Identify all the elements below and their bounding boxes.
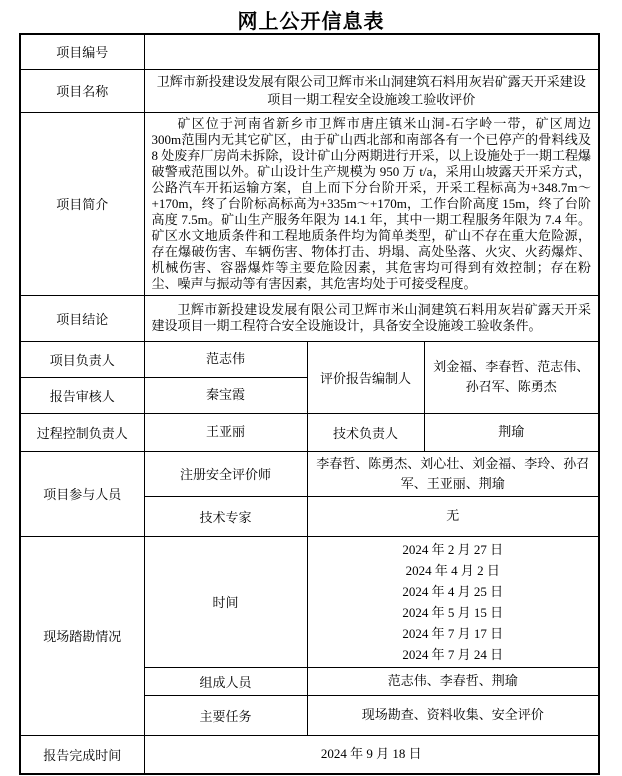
label-survey-tasks: 主要任务 (144, 695, 307, 735)
public-info-table (19, 33, 600, 775)
label-technical-experts: 技术专家 (144, 496, 307, 536)
survey-date: 2024 年 4 月 2 日 (405, 562, 500, 578)
label-report-completion: 报告完成时间 (20, 735, 144, 774)
label-project-leader: 项目负责人 (20, 341, 144, 377)
label-certified-assessors: 注册安全评价师 (144, 451, 307, 496)
row-project-leader (20, 341, 599, 377)
row-project-name (20, 69, 599, 112)
page-title: 网上公开信息表 (237, 11, 385, 33)
label-project-number: 项目编号 (20, 34, 144, 69)
survey-date: 2024 年 7 月 24 日 (402, 646, 504, 662)
value-project-intro: 矿区位于河南省新乡市卫辉市唐庄镇米山洞-石字岭一带，矿区周边 300m范围内无其它矿区，由于矿山西北部和南部各有一个已停产的骨料线及 8 处废弃厂房尚未拆除，设计矿山分两期进行开采，以上设施处于一期工程爆破警戒范围以外。矿山设计生产规模为 950 万 t/a，采用山坡露天开采方式，公路汽车开拓运输方案，自上而下分台阶开采，开采工程标高为+348.7m～+170m，终了台阶标高标高为+335m～+170m，工作台阶高度 15m，终了台阶高度 7.5m。矿山生产服务年限为 14.1 年，其中一期工程服务年限为 7.4 年。矿区水文地质条件和工程地质条件均为简单类型，矿山不存在重大危险源，存在爆破伤害、车辆伤害、物体打击、坍塌、高处坠落、火灾、火药爆炸、机械伤害、容器爆炸等主要危险因素，其危害均可得到有效控制；存在粉尘、噪声与振动等有害因素，其危害均处于可接受程度。 (144, 112, 599, 295)
row-project-conclusion (20, 295, 599, 341)
value-project-leader: 范志伟 (144, 341, 307, 377)
value-certified-assessors: 李春哲、陈勇杰、刘心壮、刘金福、李玲、孙召军、王亚丽、荆瑜 (307, 451, 599, 496)
value-report-compilers: 刘金福、李春哲、范志伟、孙召军、陈勇杰 (424, 341, 599, 413)
label-survey-members: 组成人员 (144, 667, 307, 695)
value-survey-tasks: 现场勘查、资料收集、安全评价 (307, 695, 599, 735)
label-project-intro: 项目简介 (20, 112, 144, 295)
label-report-compilers: 评价报告编制人 (307, 341, 424, 413)
label-project-conclusion: 项目结论 (20, 295, 144, 341)
value-process-controller: 王亚丽 (144, 413, 307, 451)
value-technical-experts: 无 (307, 496, 599, 536)
value-project-conclusion: 卫辉市新投建设发展有限公司卫辉市米山洞建筑石料用灰岩矿露天开采建设项目一期工程符合安全设施设计，具备安全设施竣工验收条件。 (144, 295, 599, 341)
value-project-name: 卫辉市新投建设发展有限公司卫辉市米山洞建筑石料用灰岩矿露天开采建设项目一期工程安全设施竣工验收评价 (144, 69, 599, 112)
survey-date: 2024 年 2 月 27 日 (402, 541, 504, 557)
label-project-name: 项目名称 (20, 69, 144, 112)
survey-date: 2024 年 5 月 15 日 (402, 604, 504, 620)
label-site-survey: 现场踏勘情况 (20, 536, 144, 735)
label-participants: 项目参与人员 (20, 451, 144, 536)
row-survey-time (20, 536, 599, 667)
row-project-intro (20, 112, 599, 295)
value-project-number (144, 34, 599, 69)
value-survey-members: 范志伟、李春哲、荆瑜 (307, 667, 599, 695)
value-technical-leader: 荆瑜 (424, 413, 599, 451)
label-process-controller: 过程控制负责人 (20, 413, 144, 451)
row-report-completion (20, 735, 599, 774)
value-report-completion: 2024 年 9 月 18 日 (144, 735, 599, 774)
label-report-reviewer: 报告审核人 (20, 377, 144, 413)
row-project-number (20, 34, 599, 69)
value-report-reviewer: 秦宝霞 (144, 377, 307, 413)
survey-date: 2024 年 4 月 25 日 (402, 583, 504, 599)
row-process-controller (20, 413, 599, 451)
site-survey-dates (307, 536, 599, 667)
row-certified-assessors (20, 451, 599, 496)
survey-date: 2024 年 7 月 17 日 (402, 625, 504, 641)
label-technical-leader: 技术负责人 (307, 413, 424, 451)
label-survey-time: 时间 (144, 536, 307, 667)
